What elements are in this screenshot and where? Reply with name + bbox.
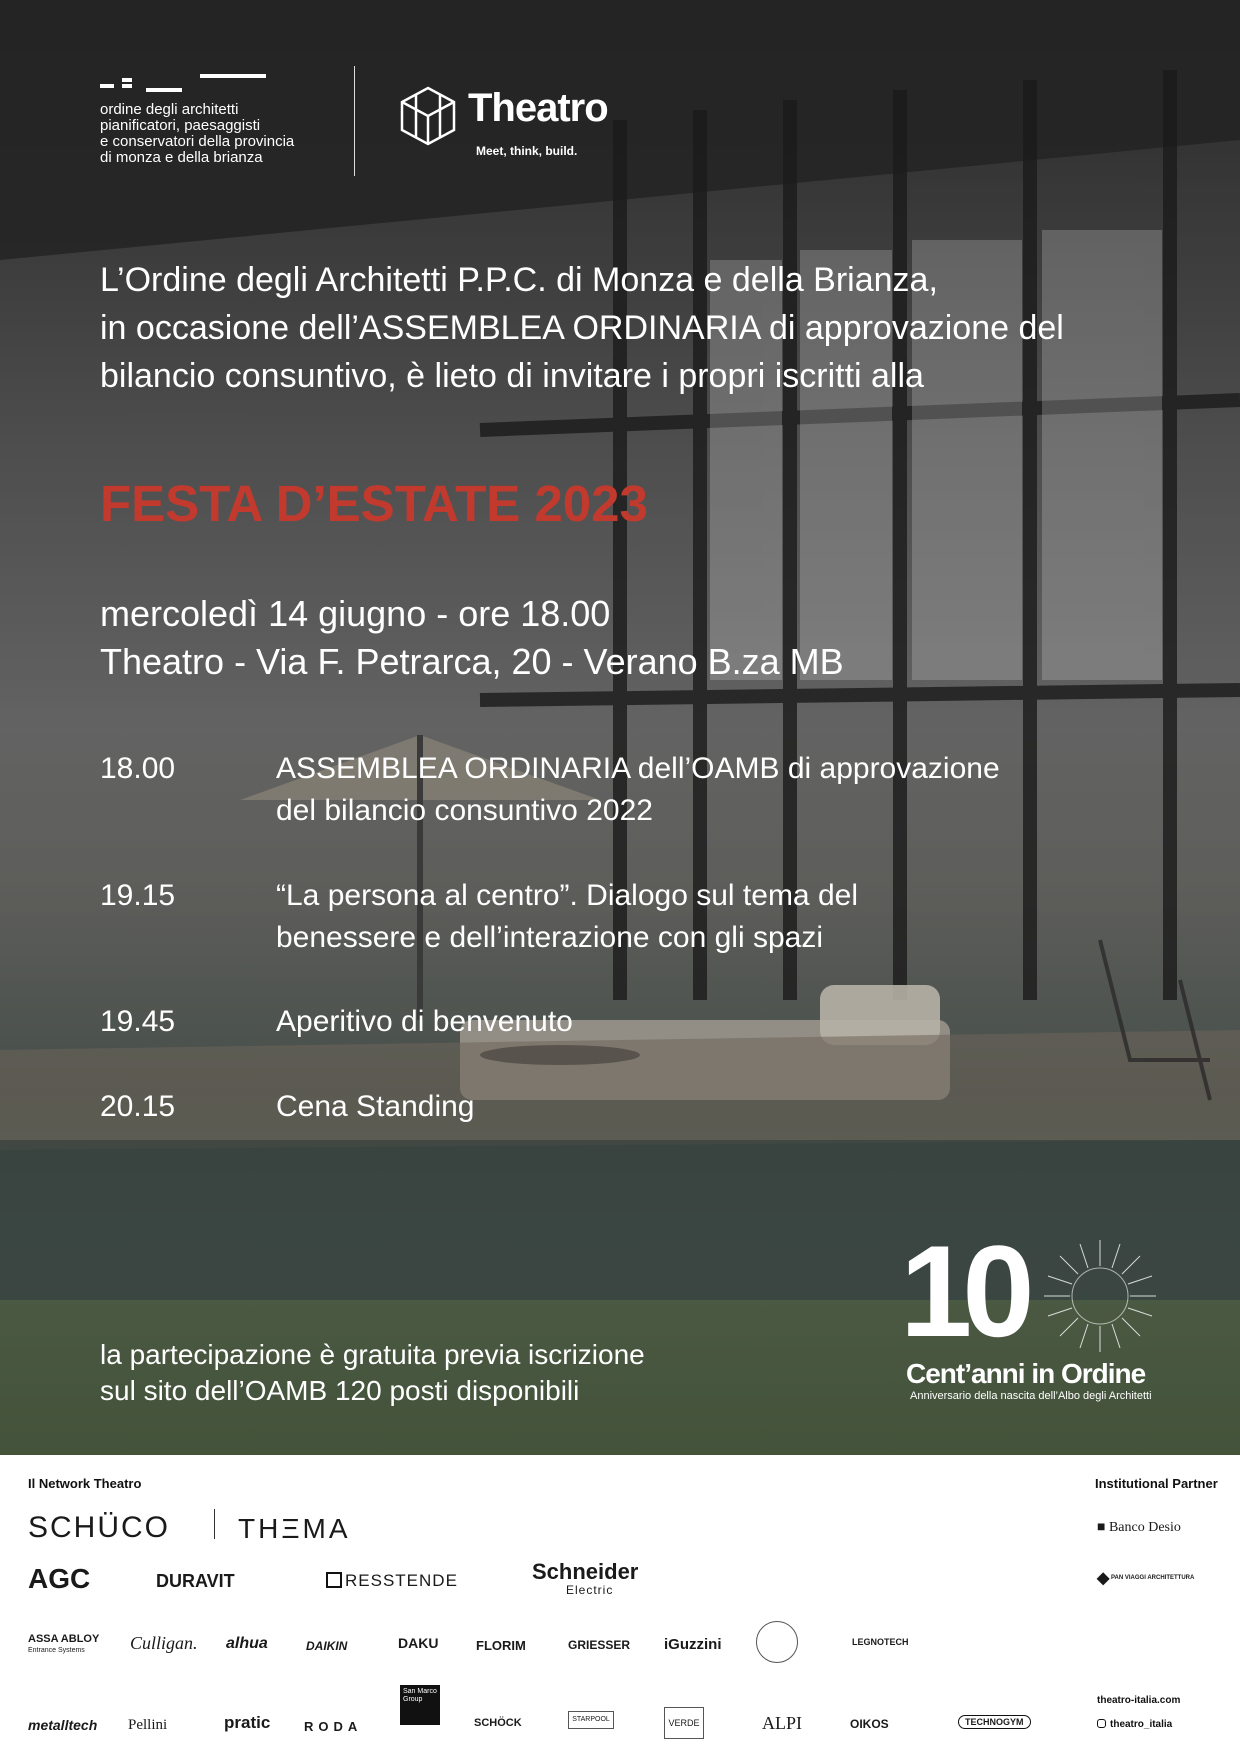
- banco-desio-icon: ■: [1097, 1520, 1106, 1535]
- pratic-logo: pratic: [224, 1713, 271, 1732]
- ordine-logo-mark: [100, 70, 320, 94]
- roda-logo: RODA: [304, 1719, 363, 1734]
- event-title: FESTA D’ESTATE 2023: [100, 475, 648, 532]
- technogym-logo: TECHNOGYM: [958, 1715, 1031, 1729]
- program-line: del bilancio consuntivo 2022: [276, 794, 653, 827]
- schneider-logo: Schneider: [532, 1559, 639, 1584]
- banco-desio-logo: [1097, 1520, 1181, 1536]
- program-description: [276, 1086, 1096, 1128]
- thema-logo: THΞMA: [238, 1513, 351, 1544]
- assaabloy-subtitle: Entrance Systems: [28, 1647, 85, 1654]
- program-description: [276, 1001, 1096, 1043]
- event-date: mercoledì 14 giugno - ore 18.00: [100, 593, 611, 634]
- ordine-line: di monza e della brianza: [100, 149, 263, 166]
- sunburst-icon: [1040, 1236, 1160, 1356]
- ordine-line: e conservatori della provincia: [100, 133, 295, 150]
- program-line: “La persona al centro”. Dialogo sul tema del: [276, 879, 858, 912]
- daikin-logo: DAIKIN: [306, 1639, 348, 1653]
- florim-logo: FLORIM: [476, 1638, 526, 1653]
- starpool-logo: STARPOOL: [568, 1711, 614, 1729]
- schoeck-logo: SCHÖCK: [474, 1717, 522, 1729]
- daku-logo: DAKU: [398, 1635, 439, 1651]
- iguzzini-logo: iGuzzini: [664, 1636, 722, 1653]
- schueco-logo: SCHÜCO: [28, 1511, 171, 1544]
- theatro-cube-icon: [396, 84, 460, 148]
- banco-desio-text: Banco Desio: [1108, 1520, 1181, 1535]
- ordine-line: pianificatori, paesaggisti: [100, 117, 261, 134]
- header-divider: [354, 66, 355, 176]
- brand-divider: [214, 1509, 215, 1539]
- alhua-logo: alhua: [226, 1635, 268, 1652]
- program-time: 18.00: [100, 752, 176, 785]
- program-time: 19.15: [100, 879, 176, 912]
- participation-note: [100, 1337, 645, 1409]
- anniversary-number: 10: [900, 1218, 1025, 1364]
- intro-paragraph: [100, 256, 1180, 400]
- ordine-logo: [100, 70, 320, 166]
- ordine-line: ordine degli architetti: [100, 101, 239, 118]
- intro-line: bilancio consuntivo, è lieto di invitare i propri iscritti alla: [100, 357, 924, 395]
- instagram-icon: [1097, 1719, 1106, 1728]
- theatro-wordmark: Theatro: [468, 86, 608, 130]
- schneider-subtitle: Electric: [566, 1583, 614, 1597]
- pellini-logo: Pellini: [128, 1717, 168, 1733]
- program-line: Aperitivo di benvenuto: [276, 1005, 573, 1038]
- program-line: Cena Standing: [276, 1090, 475, 1123]
- seal-icon: [756, 1621, 798, 1663]
- program-line: benessere e dell’interazione con gli spazi: [276, 921, 824, 954]
- sponsor-footer: [0, 1455, 1240, 1755]
- verde-logo: VERDE: [664, 1707, 704, 1739]
- program-description: [276, 875, 1096, 959]
- social-link[interactable]: [1097, 1719, 1172, 1730]
- website-link[interactable]: theatro-italia.com: [1097, 1695, 1181, 1706]
- ordine-name: [100, 102, 320, 166]
- agc-logo: AGC: [28, 1563, 91, 1594]
- sanmarco-logo: San Marco Group: [400, 1685, 440, 1725]
- program-time: 19.45: [100, 1005, 176, 1038]
- resstende-icon: [326, 1572, 342, 1588]
- culligan-logo: Culligan.: [130, 1633, 198, 1653]
- resstende-logo: [326, 1571, 458, 1591]
- note-line: la partecipazione è gratuita previa iscrizione: [100, 1339, 645, 1370]
- event-location: Theatro - Via F. Petrarca, 20 - Verano B.za MB: [100, 641, 844, 682]
- note-line: sul sito dell’OAMB 120 posti disponibili: [100, 1375, 580, 1406]
- legnotech-logo: LEGNOTECH: [852, 1637, 909, 1647]
- anniversary-logo: [900, 1218, 1170, 1410]
- oikos-logo: OIKOS: [850, 1717, 889, 1731]
- assaabloy-logo: ASSA ABLOY: [28, 1633, 100, 1645]
- program-description: [276, 748, 1096, 832]
- network-label: Il Network Theatro: [28, 1476, 142, 1491]
- social-handle: theatro_italia: [1110, 1719, 1173, 1730]
- intro-line: in occasione dell’ASSEMBLEA ORDINARIA di approvazione del: [100, 309, 1064, 347]
- intro-line: L’Ordine degli Architetti P.P.C. di Monza e della Brianza,: [100, 261, 938, 299]
- panviaggi-text: PAN VIAGGI ARCHITETTURA: [1110, 1575, 1195, 1581]
- event-details: [100, 590, 844, 686]
- metalltech-logo: metalltech: [28, 1717, 98, 1733]
- resstende-text: RESSTENDE: [345, 1571, 458, 1590]
- program-line: ASSEMBLEA ORDINARIA dell’OAMB di approvazione: [276, 752, 1000, 785]
- theatro-tagline: Meet, think, build.: [476, 144, 578, 158]
- panviaggi-logo: [1097, 1568, 1194, 1588]
- duravit-logo: DURAVIT: [156, 1571, 235, 1591]
- panviaggi-icon: ◆: [1097, 1570, 1110, 1587]
- griesser-logo: GRIESSER: [568, 1638, 631, 1652]
- partner-label: Institutional Partner: [1095, 1476, 1218, 1491]
- anniversary-subtitle: Anniversario della nascita dell’Albo degli Architetti: [910, 1390, 1152, 1402]
- alpi-logo: ALPI: [762, 1713, 802, 1733]
- anniversary-title: Cent’anni in Ordine: [906, 1358, 1146, 1389]
- program-time: 20.15: [100, 1090, 176, 1123]
